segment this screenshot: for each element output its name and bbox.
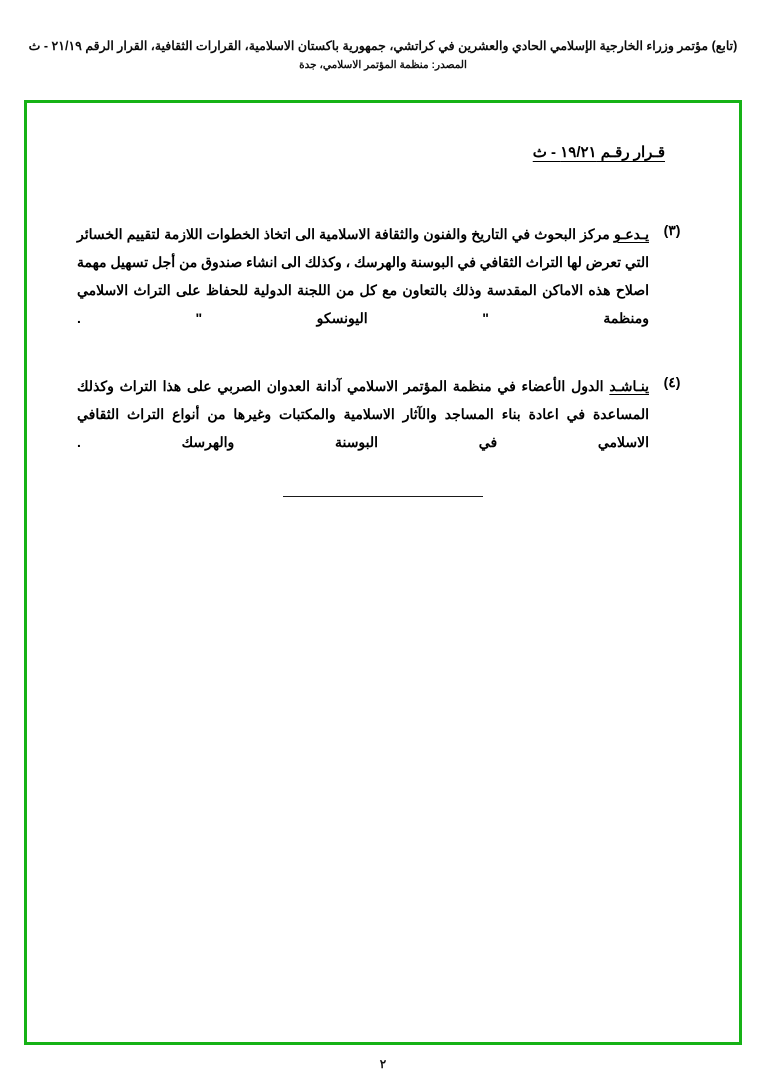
clause-body-text: مركز البحوث في التاريخ والفنون والثقافة الاسلامية الى اتخاذ الخطوات اللازمة لتقييم الخسائر التي تعرض لها التراث الثقافي في البوسنة والهرسك ، وكذلك الى انشاء صندوق من أجل تسهيل مهمة اصلاح هذه الاماكن المقدسة وذلك بالتعاون مع كل من اللجنة الدولية للحفاظ على التراث الاسلامي ومنظمة " اليونسكو " . [77, 226, 649, 326]
clause-body-text: الدول الأعضاء في منظمة المؤتمر الاسلامي آدانة العدوان الصربي على هذا التراث وكذلك المساعدة في اعادة بناء المساجد والآثار الاسلامية والمكتبات وغيرها من أنواع التراث الثقافي الاسلامي في البوسنة والهرسك . [77, 378, 649, 450]
clause-item [71, 372, 695, 456]
horizontal-rule-separator [283, 496, 483, 497]
clause-text [71, 372, 649, 456]
document-frame [24, 100, 742, 1045]
clause-list [71, 220, 695, 456]
clause-text [71, 220, 649, 332]
document-content [27, 103, 739, 1042]
clause-number: (٤) [663, 374, 681, 390]
page-number: ٢ [379, 1057, 387, 1071]
header-title-line: (تابع) مؤتمر وزراء الخارجية الإسلامي الحادي والعشرين في كراتشي، جمهورية باكستان الاسلامية، القرارات الثقافية، القرار الرقم ٢١/١٩ - ث [28, 39, 738, 53]
decision-title: قـرار رقـم ١٩/٢١ - ث [532, 144, 665, 161]
header-source-line: المصدر: منظمة المؤتمر الاسلامي، جدة [299, 58, 467, 71]
clause-lead-word: ينـاشـد [609, 378, 649, 394]
clause-number: (٣) [663, 222, 681, 238]
clause-item [71, 220, 695, 332]
page-header [0, 38, 766, 71]
clause-lead-word: يـدعـو [613, 226, 649, 242]
page-footer [0, 1057, 766, 1071]
